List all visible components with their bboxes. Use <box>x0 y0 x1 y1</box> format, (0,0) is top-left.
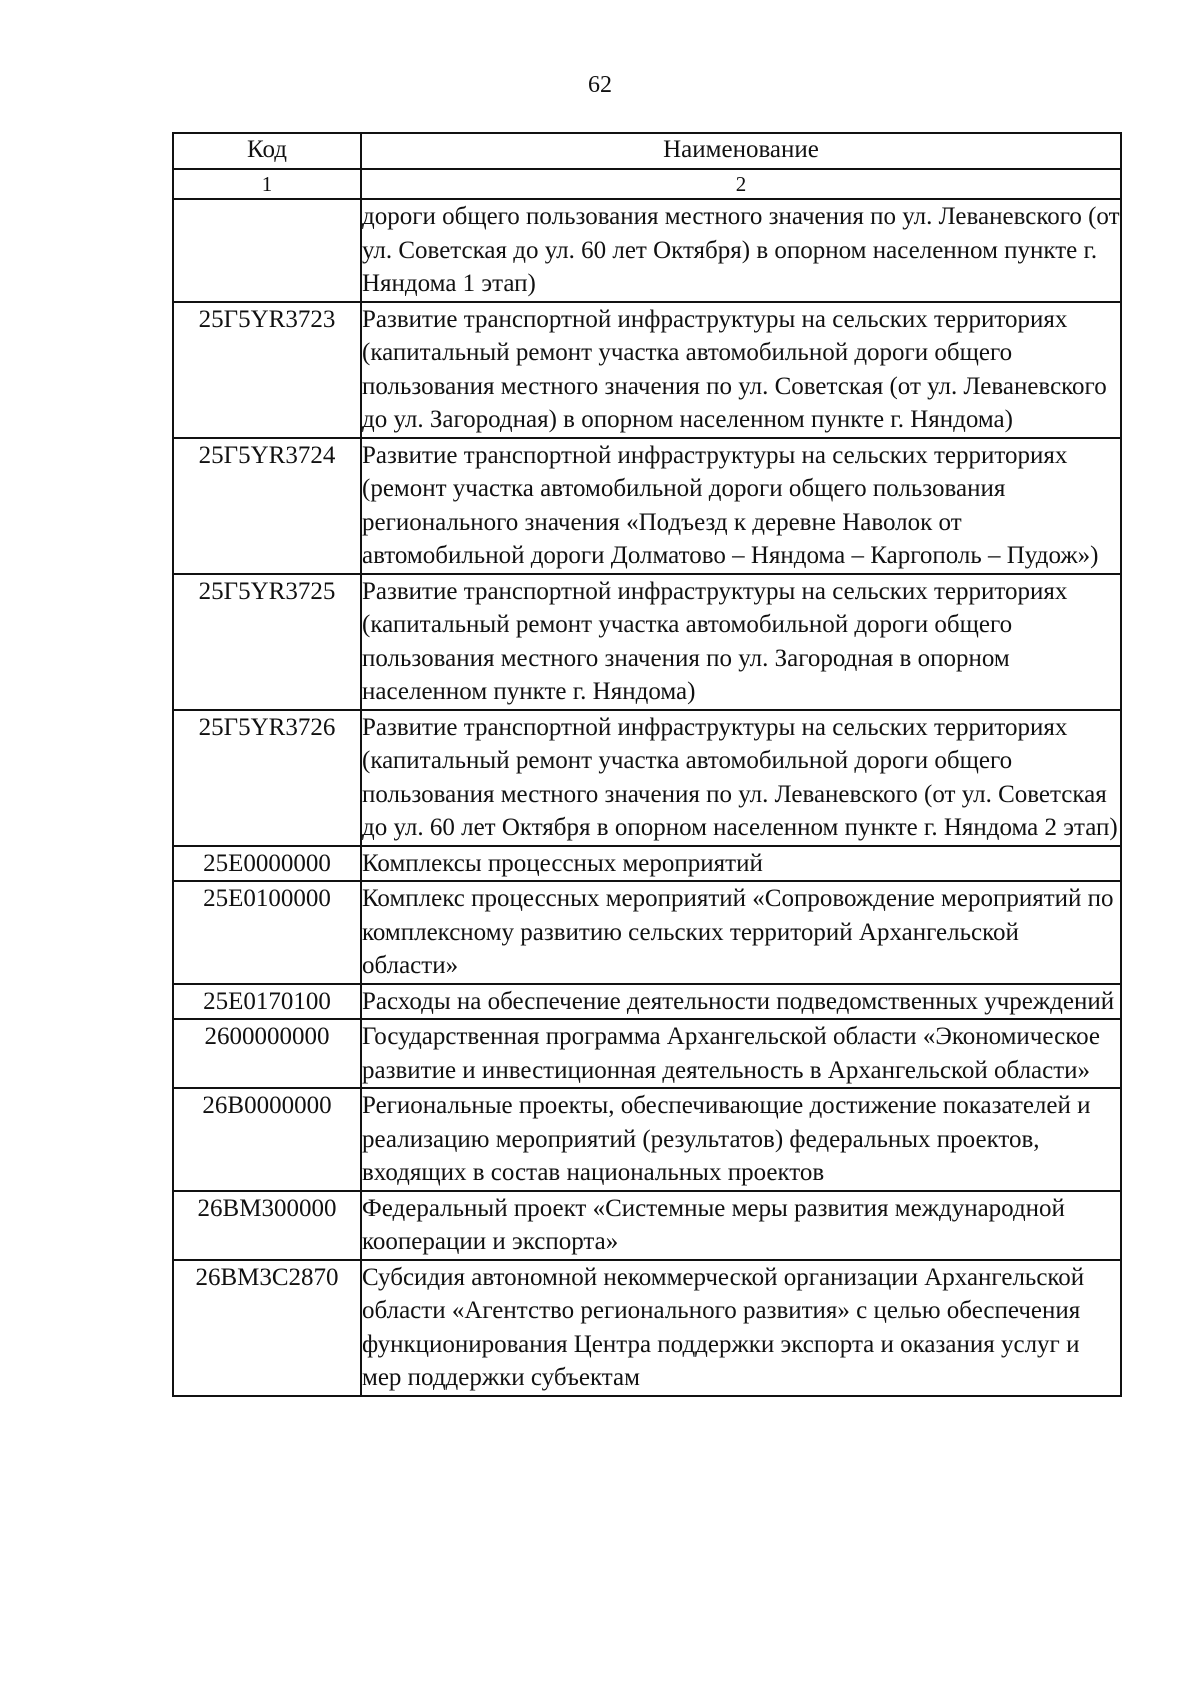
row-name: Развитие транспортной инфраструктуры на сельских территориях (ремонт участка автомобильной дороги общего пользования регионального значения «Подъезд к деревне Наволок от автомобильной дороги Долматово – Няндома – Каргополь – Пудож») <box>361 438 1121 574</box>
header-name: Наименование <box>361 133 1121 169</box>
table-row <box>173 881 1121 984</box>
row-name: Расходы на обеспечение деятельности подведомственных учреждений <box>361 984 1121 1020</box>
row-name: Развитие транспортной инфраструктуры на сельских территориях (капитальный ремонт участка автомобильной дороги общего пользования местного значения по ул. Загородная в опорном населенном пункте г. Няндома) <box>361 574 1121 710</box>
row-name: Субсидия автономной некоммерческой организации Архангельской области «Агентство регионального развития» с целью обеспечения функционирования Центра поддержки экспорта и оказания услуг и мер поддержки субъектам <box>361 1260 1121 1396</box>
column-number-code: 1 <box>173 169 361 199</box>
table-row <box>173 1191 1121 1260</box>
row-code: 25Г5YR3723 <box>173 302 361 438</box>
header-code: Код <box>173 133 361 169</box>
table-row <box>173 1088 1121 1191</box>
table-row <box>173 302 1121 438</box>
row-code: 26ВМ300000 <box>173 1191 361 1260</box>
table-header-row <box>173 133 1121 169</box>
row-name: дороги общего пользования местного значения по ул. Леваневского (от ул. Советская до ул. 60 лет Октября) в опорном населенном пункте г. Няндома 1 этап) <box>361 199 1121 302</box>
column-number-row <box>173 169 1121 199</box>
row-code: 26В0000000 <box>173 1088 361 1191</box>
row-code <box>173 199 361 302</box>
table-row <box>173 574 1121 710</box>
row-code: 25Е0000000 <box>173 846 361 882</box>
table-row <box>173 199 1121 302</box>
row-code: 25Г5YR3726 <box>173 710 361 846</box>
row-code: 25Г5YR3724 <box>173 438 361 574</box>
table-row <box>173 846 1121 882</box>
table-row <box>173 710 1121 846</box>
row-name: Государственная программа Архангельской области «Экономическое развитие и инвестиционная деятельность в Архангельской области» <box>361 1019 1121 1088</box>
budget-classification-table <box>172 132 1122 1397</box>
row-name: Развитие транспортной инфраструктуры на сельских территориях (капитальный ремонт участка автомобильной дороги общего пользования местного значения по ул. Леваневского (от ул. Советская до ул. 60 лет Октября в опорном населенном пункте г. Няндома 2 этап) <box>361 710 1121 846</box>
row-code: 26ВМ3С2870 <box>173 1260 361 1396</box>
row-name: Региональные проекты, обеспечивающие достижение показателей и реализацию мероприятий (результатов) федеральных проектов, входящих в состав национальных проектов <box>361 1088 1121 1191</box>
table-row <box>173 438 1121 574</box>
row-name: Федеральный проект «Системные меры развития международной кооперации и экспорта» <box>361 1191 1121 1260</box>
table-row <box>173 1019 1121 1088</box>
row-code: 25Е0170100 <box>173 984 361 1020</box>
row-name: Развитие транспортной инфраструктуры на сельских территориях (капитальный ремонт участка автомобильной дороги общего пользования местного значения по ул. Советская (от ул. Леваневского до ул. Загородная) в опорном населенном пункте г. Няндома) <box>361 302 1121 438</box>
table-row <box>173 984 1121 1020</box>
row-code: 25Г5YR3725 <box>173 574 361 710</box>
page-number: 62 <box>588 72 612 98</box>
row-name: Комплекс процессных мероприятий «Сопровождение мероприятий по комплексному развитию сельских территорий Архангельской области» <box>361 881 1121 984</box>
table-row <box>173 1260 1121 1396</box>
row-code: 25Е0100000 <box>173 881 361 984</box>
row-code: 2600000000 <box>173 1019 361 1088</box>
column-number-name: 2 <box>361 169 1121 199</box>
row-name: Комплексы процессных мероприятий <box>361 846 1121 882</box>
